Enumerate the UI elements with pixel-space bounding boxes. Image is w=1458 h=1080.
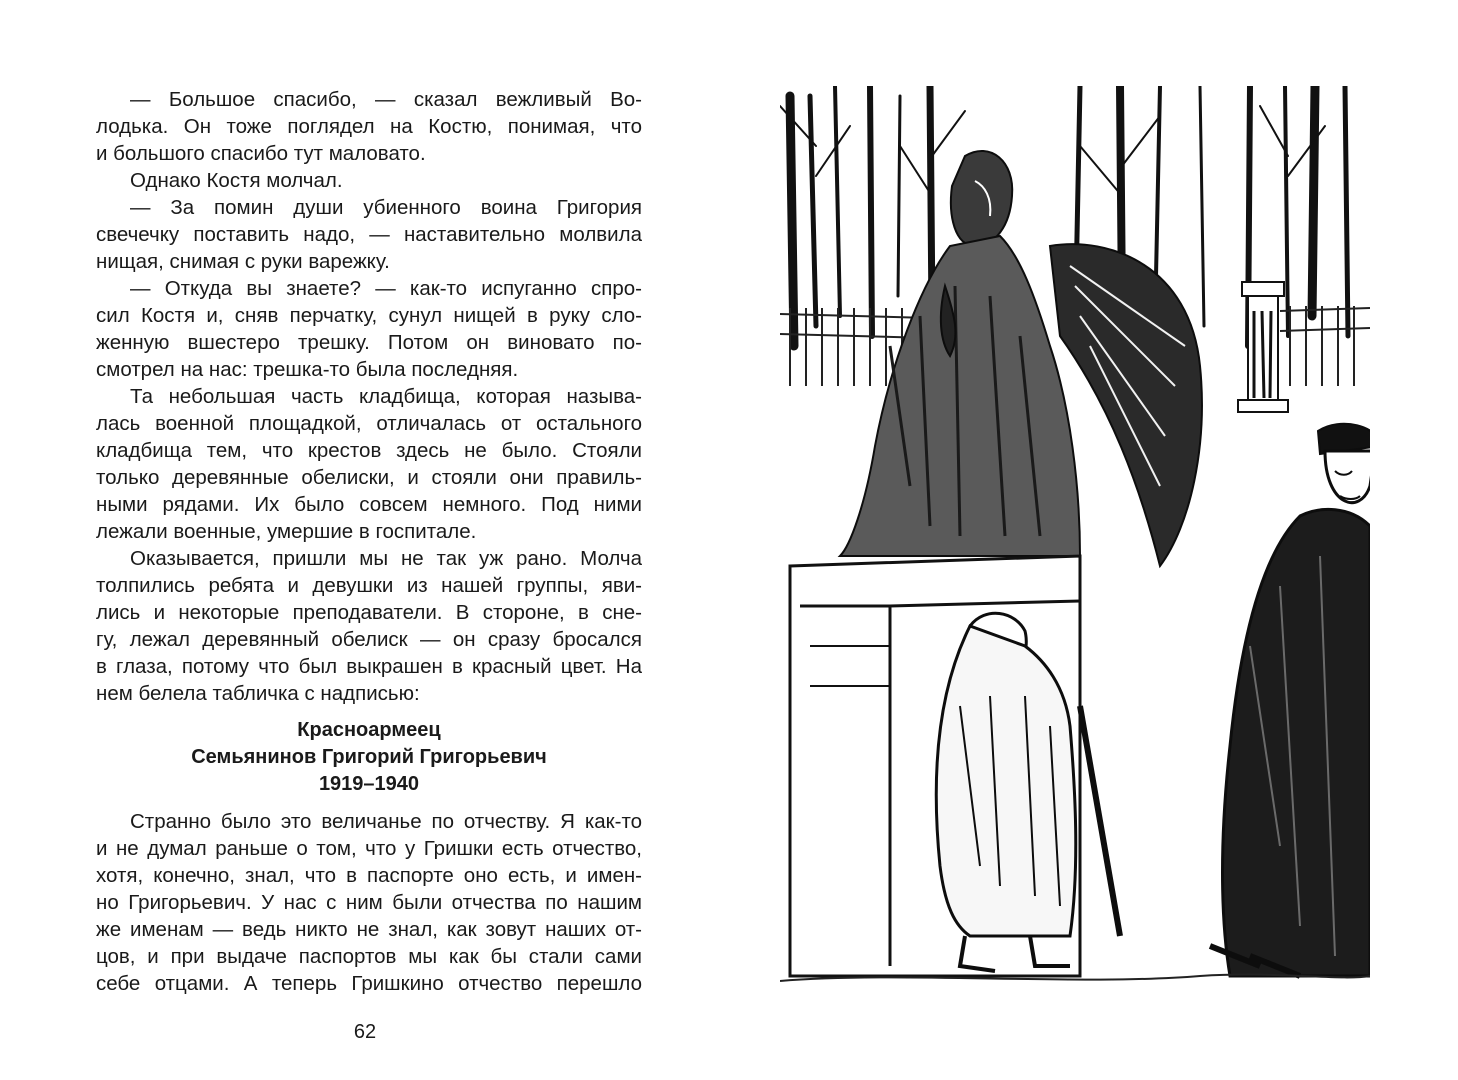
grave-inscription: [96, 717, 642, 798]
paragraph-3: [96, 194, 642, 275]
text-line: кладбища тем, что крестов здесь не было. Стояли: [96, 439, 642, 462]
text-line: лись и некоторые преподаватели. В стороне, в сне-: [96, 601, 642, 624]
paragraph-1: [96, 86, 642, 167]
text-line: — Откуда вы знаете? — как-то испуганно спро-: [130, 277, 642, 300]
text-line: Однако Костя молчал.: [130, 169, 343, 192]
young-man: [1210, 424, 1370, 976]
inscription-rank: Красноармеец: [297, 719, 441, 741]
text-line: но Григорьевич. У нас с ним были отчества по нашим: [96, 891, 642, 914]
angel-statue: [840, 151, 1202, 566]
text-line: толпились ребята и девушки из нашей группы, яви-: [96, 574, 642, 597]
paragraph-5: [96, 383, 642, 545]
text-line: хотя, конечно, знал, что в паспорте оно есть, и имен-: [96, 864, 642, 887]
paragraph-4: [96, 275, 642, 383]
text-line: Странно было это величанье по отчеству. Я как-то: [130, 810, 642, 833]
paragraph-6: [96, 545, 642, 707]
text-line: лась военной площадкой, отличалась от остального: [96, 412, 642, 435]
text-line: же именам — ведь никто не знал, как зовут наших от-: [96, 918, 642, 941]
text-line: цов, и при выдаче паспортов мы как бы стали сами: [96, 945, 642, 968]
left-page: [96, 86, 642, 997]
inscription-name: Семьянинов Григорий Григорьевич: [191, 746, 547, 768]
text-line: ными рядами. Их было совсем немного. Под ними: [96, 493, 642, 516]
text-line: в глаза, потому что был выкрашен в красный цвет. На: [96, 655, 642, 678]
text-line: и не думал раньше о том, что у Гришки есть отчество,: [96, 837, 642, 860]
text-line: и большого спасибо тут маловато.: [96, 142, 426, 165]
page-number: 62: [353, 1021, 377, 1043]
paragraph-7: [96, 808, 642, 997]
beggar-woman: [936, 613, 1120, 971]
text-line: лодька. Он тоже поглядел на Костю, понимая, что: [96, 115, 642, 138]
text-line: нем белела табличка с надписью:: [96, 682, 420, 705]
text-line: сил Костя и, сняв перчатку, сунул нищей в руку сло-: [96, 304, 642, 327]
text-line: — Большое спасибо, — сказал вежливый Во-: [130, 88, 642, 111]
text-line: только деревянные обелиски, и стояли они правиль-: [96, 466, 642, 489]
text-line: — За помин души убиенного воина Григория: [130, 196, 642, 219]
text-line: нищая, снимая с руки варежку.: [96, 250, 390, 273]
text-line: свечечку поставить надо, — наставительно молвила: [96, 223, 642, 246]
text-line: себе отцами. А теперь Гришкино отчество перешло: [96, 972, 642, 995]
cemetery-illustration: [780, 86, 1370, 996]
paragraph-2: [96, 167, 642, 194]
text-line: Та небольшая часть кладбища, которая называ-: [130, 385, 642, 408]
inscription-years: 1919–1940: [318, 773, 420, 795]
text-line: лежали военные, умершие в госпитале.: [96, 520, 477, 543]
text-line: смотрел на нас: трешка-то была последняя.: [96, 358, 519, 381]
text-line: Оказывается, пришли мы не так уж рано. Молча: [130, 547, 642, 570]
text-line: женную вшестеро трешку. Потом он виновато по-: [96, 331, 642, 354]
text-line: гу, лежал деревянный обелиск — он сразу бросался: [96, 628, 642, 651]
